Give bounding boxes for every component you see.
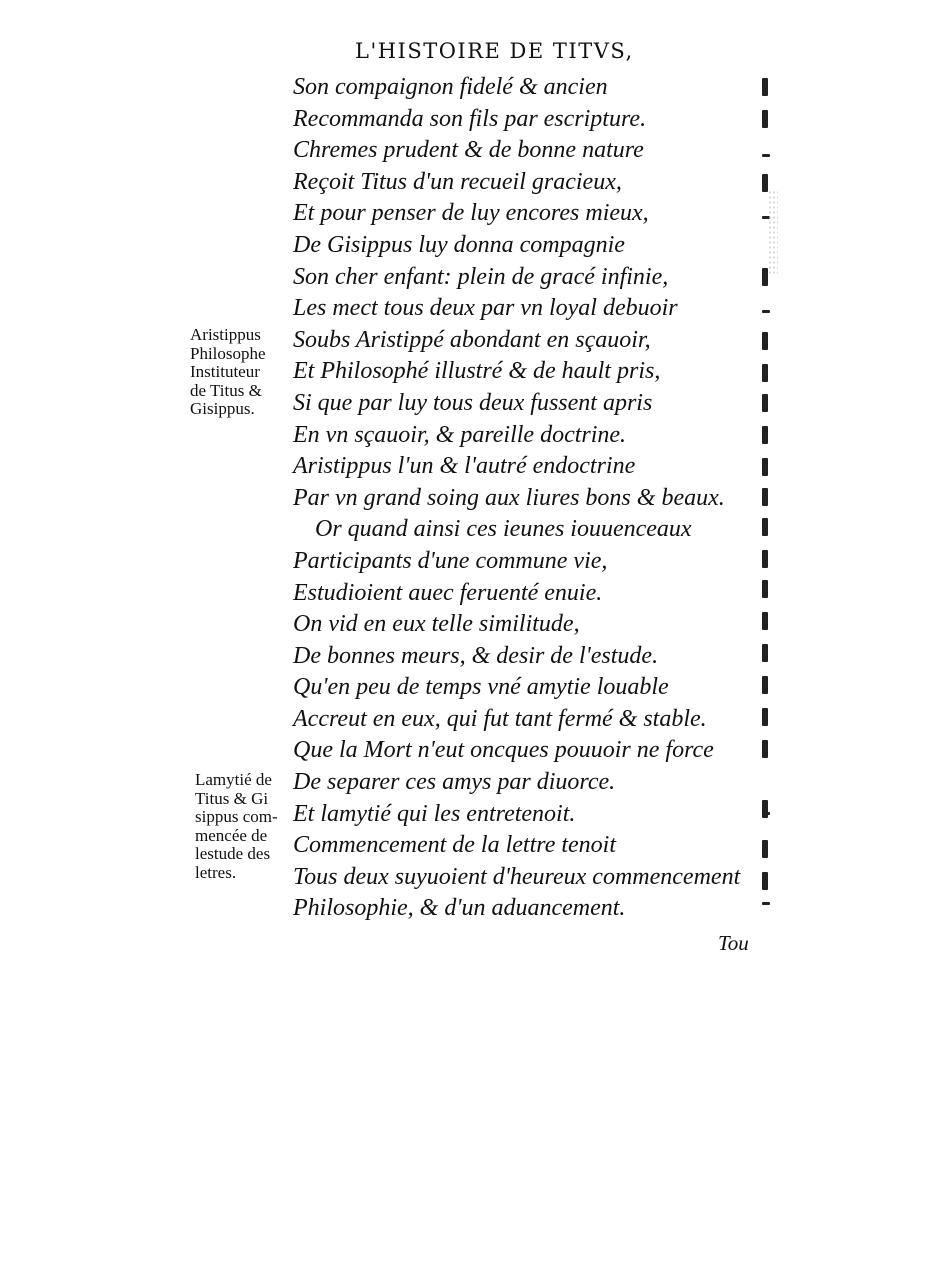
bleed-mark [762, 110, 768, 128]
verse-line: Or quand ainsi ces ieunes iouuenceaux [315, 516, 692, 543]
verse-line: De Gisippus luy donna compagnie [293, 231, 625, 258]
verse-line: Les mect tous deux par vn loyal debuoir [293, 295, 678, 322]
bleed-mark [762, 676, 768, 694]
verse-line: En vn sçauoir, & pareille doctrine. [293, 421, 627, 448]
bleed-mark [762, 310, 770, 313]
verse-line: Reçoit Titus d'un recueil gracieux, [293, 168, 622, 195]
verse-line: De separer ces amys par diuorce. [293, 769, 616, 796]
verse-line: Et lamytié qui les entretenoit. [293, 800, 576, 827]
bleed-mark [762, 364, 768, 382]
bleed-mark [762, 902, 770, 905]
bleed-mark [762, 332, 768, 350]
verse-line: Estudioient auec feruenté enuie. [293, 579, 603, 606]
margin-note-aristippus: Aristippus Philosophe Instituteur de Titus & Gisippus. [190, 325, 266, 418]
bleed-mark [762, 612, 768, 630]
bleed-mark [762, 154, 770, 157]
verse-line: Soubs Aristippé abondant en sçauoir, [293, 326, 651, 353]
verse-line: Par vn grand soing aux liures bons & beaux. [293, 484, 725, 511]
bleed-mark [762, 708, 768, 726]
verse-line: Recommanda son fils par escripture. [293, 105, 647, 132]
verse-line: On vid en eux telle similitude, [293, 611, 580, 638]
verse-line: Participants d'une commune vie, [293, 547, 608, 574]
bleed-mark [762, 518, 768, 536]
verse-line: Accreut en eux, qui fut tant fermé & stable. [293, 705, 707, 732]
bleed-mark [762, 740, 768, 758]
verse-block [293, 72, 768, 925]
verse-line: Qu'en peu de temps vné amytie louable [293, 674, 669, 701]
verse-line: Chremes prudent & de bonne nature [293, 137, 644, 164]
verse-line: Commencement de la lettre tenoit [293, 832, 617, 859]
bleed-mark [762, 644, 768, 662]
verse-line: Et Philosophé illustré & de hault pris, [293, 358, 661, 385]
verse-line: Et pour penser de luy encores mieux, [293, 200, 649, 227]
verse-line: Philosophie, & d'un aduancement. [293, 895, 626, 922]
bleed-mark [762, 840, 768, 858]
verse-line: Tous deux suyuoient d'heureux commencement [293, 863, 741, 890]
verse-line: Si que par luy tous deux fussent apris [293, 389, 653, 416]
bleed-mark [762, 550, 768, 568]
bleed-mark [762, 426, 768, 444]
margin-note-lamytie: Lamytié de Titus & Gi sippus com- mencée de lestude des letres. [195, 770, 278, 882]
bleed-mark [762, 580, 768, 598]
verse-line: Aristippus l'un & l'autré endoctrine [293, 453, 636, 480]
bleed-mark [762, 488, 768, 506]
paper-speckle [768, 190, 778, 275]
verse-line: De bonnes meurs, & desir de l'estude. [293, 642, 659, 669]
verse-line: Son compaignon fidelé & ancien [293, 74, 608, 100]
verse-line: Son cher enfant: plein de gracé infinie, [293, 263, 669, 290]
verse-line: Que la Mort n'eut oncques pouuoir ne force [293, 737, 714, 764]
bleed-mark [762, 800, 768, 818]
bleed-mark [762, 872, 768, 890]
running-head: L'HISTOIRE DE TITVS, [355, 39, 634, 63]
bleed-mark [762, 78, 768, 96]
bleed-mark [762, 394, 768, 412]
catchword: Tou [718, 931, 749, 955]
bleed-mark [762, 458, 768, 476]
